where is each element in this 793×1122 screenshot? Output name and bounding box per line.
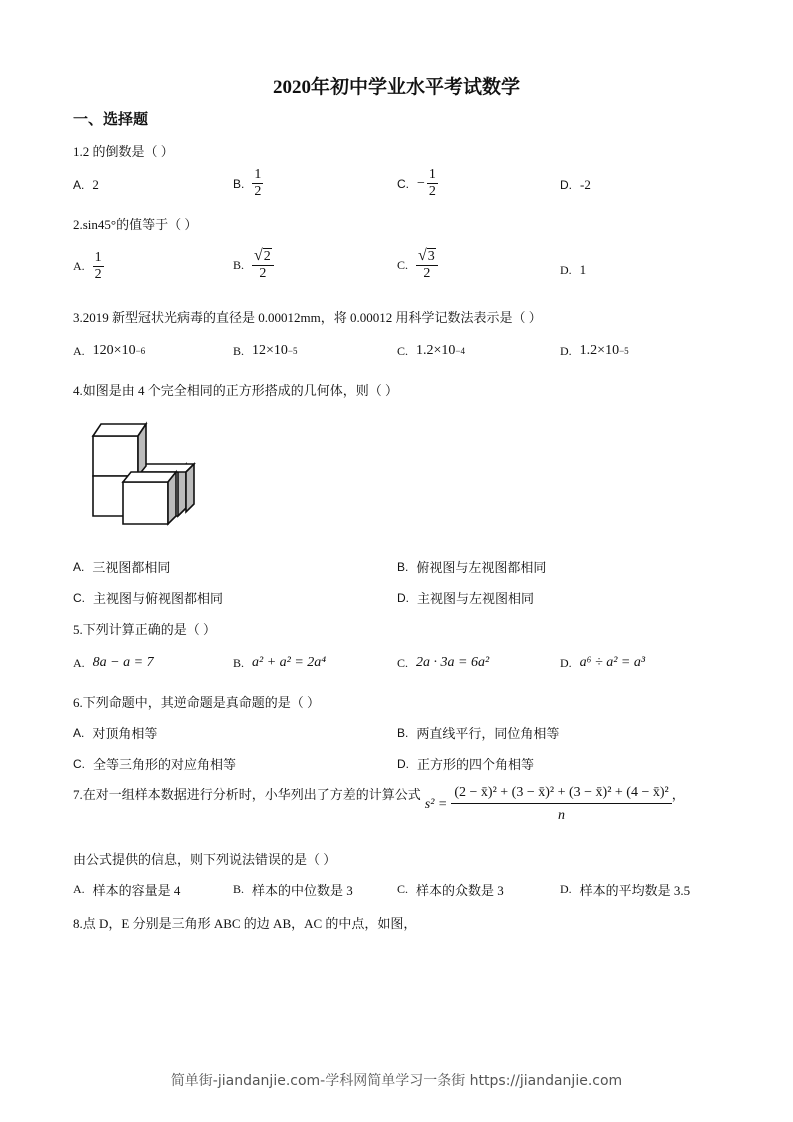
q5-option-b: B. a² + a² = 2a⁴ (233, 655, 327, 670)
question-7-stem-2: 由公式提供的信息，则下列说法错误的是（ ） (73, 852, 337, 867)
section-heading: 一、选择题 (73, 112, 149, 128)
question-3-stem: 3.2019 新型冠状光病毒的直径是 0.00012mm，将 0.00012 用科学记数法表示是（ ） (73, 310, 542, 325)
page-title: 2020年初中学业水平考试数学 (272, 77, 520, 98)
q5-option-a: A. 8a − a = 7 (73, 655, 154, 670)
q4-option-c: C. 主视图与俯视图都相同 (73, 590, 224, 606)
q3-option-c: C. 1.2×10 −4 (397, 343, 465, 358)
footer-watermark: 简单街-jiandanjie.com-学科网简单学习一条街 https://jiandanjie.com (170, 1073, 623, 1089)
q2-option-c: C. √ 3 2 (397, 248, 438, 282)
q3-option-a: A. 120×10 −6 (73, 343, 146, 358)
q7-option-a: A. 样本的容量是 4 (73, 882, 181, 898)
q7-option-b: B. 样本的中位数是 3 (233, 882, 353, 898)
q4-option-d: D. 主视图与左视图相同 (397, 590, 535, 606)
fraction: √ 3 2 (416, 248, 438, 282)
q2-option-b: B. √ 2 2 (233, 248, 274, 282)
q6-option-d: D. 正方形的四个角相等 (397, 756, 535, 772)
q2-option-d: D. 1 (560, 262, 587, 277)
question-1-stem: 1.2 的倒数是（ ） (73, 144, 174, 159)
sqrt-symbol: √ 3 (418, 247, 435, 264)
question-8-stem: 8.点 D，E 分别是三角形 ABC 的边 AB，AC 的中点，如图， (73, 916, 417, 931)
q5-option-c: C. 2a · 3a = 6a² (397, 655, 490, 670)
sqrt-symbol: √ 2 (254, 247, 271, 264)
q5-option-d: D. a⁶ ÷ a² = a³ (560, 655, 646, 670)
q7-option-d: D. 样本的平均数是 3.5 (560, 882, 691, 898)
q1-option-a: A. 2 (73, 177, 99, 192)
fraction: $\frac{1}{2}$ (94, 250, 102, 283)
q6-option-a: A. 对顶角相等 (73, 725, 158, 741)
q1-option-b: B. $\frac{1}{2}$ (233, 167, 262, 200)
formula-lhs: s² = (424, 796, 448, 812)
q3-option-b: B. 12×10 −5 (233, 343, 298, 358)
q4-option-a: A. 三视图都相同 (73, 559, 171, 575)
fraction: $\frac{1}{2}$ (428, 167, 436, 200)
q1-option-d: D. -2 (560, 177, 591, 192)
question-6-stem: 6.下列命题中，其逆命题是真命题的是（ ） (73, 695, 321, 710)
q1-option-c: C. − $\frac{1}{2}$ (397, 167, 436, 200)
fraction: $\frac{1}{2}$ (254, 167, 262, 200)
q3-option-d: D. 1.2×10 −5 (560, 343, 629, 358)
q2-option-a: A. $\frac{1}{2}$ (73, 250, 102, 283)
fraction: √ 2 2 (252, 248, 274, 282)
question-7-stem: 7.在对一组样本数据进行分析时，小华列出了方差的计算公式 s² = $\frac{\text{(2 − x̄)² + (3 − x̄)² + (3 − x̄)² + (4 − x̄)²}}{n}$ ， (73, 785, 685, 823)
q6-option-b: B. 两直线平行，同位角相等 (397, 725, 560, 741)
question-5-stem: 5.下列计算正确的是（ ） (73, 622, 217, 637)
four-cubes-figure (88, 420, 203, 530)
question-4-stem: 4.如图是由 4 个完全相同的正方形搭成的几何体，则（ ） (73, 383, 399, 398)
q6-option-c: C. 全等三角形的对应角相等 (73, 756, 237, 772)
question-2-stem: 2.sin45°的值等于（ ） (73, 217, 198, 232)
q4-option-b: B. 俯视图与左视图都相同 (397, 559, 547, 575)
variance-formula: $\frac{\text{(2 − x̄)² + (3 − x̄)² + (3 − x̄)² + (4 − x̄)²}}{n}$ (451, 785, 671, 824)
q7-option-c: C. 样本的众数是 3 (397, 882, 504, 898)
